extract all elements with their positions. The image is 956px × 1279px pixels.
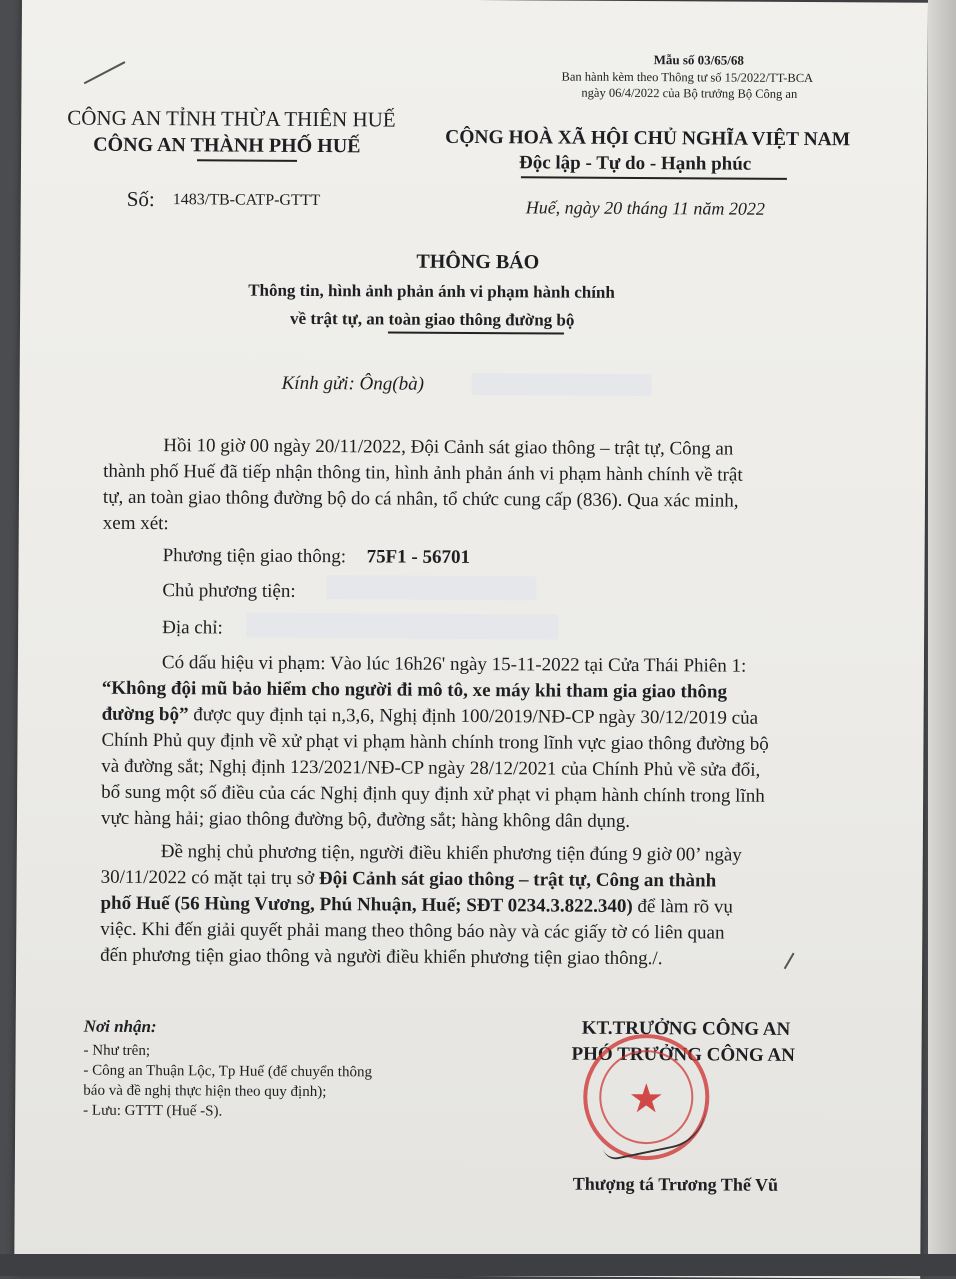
signer-name: Thượng tá Trương Thế Vũ <box>572 1173 779 1195</box>
body-p2-violation-1: “Không đội mũ bảo hiểm cho người đi mô tô, xe máy khi tham gia giao thông <box>101 677 728 703</box>
signature-line1: KT.TRƯỞNG CÔNG AN <box>581 1017 791 1040</box>
seal-star-icon: ★ <box>628 1075 665 1123</box>
body-p3-line4: việc. Khi đến giải quyết phải mang theo thông báo này và các giấy tờ có liên quan <box>100 918 725 944</box>
form-issued-line2: ngày 06/4/2022 của Bộ trưởng Bộ Công an <box>581 85 798 101</box>
recipient-label: Kính gửi: Ông(bà) <box>281 372 425 395</box>
paper-edge-right <box>928 0 956 1276</box>
redacted-address <box>246 613 558 640</box>
desk-bottom <box>0 1254 956 1276</box>
body-p3-line3-a: phố Huế (56 Hùng Vương, Phú Nhuận, Huế; SĐT 0234.3.822.340) <box>100 892 633 917</box>
body-p2-line7: vực hàng hải; giao thông đường bộ, đường sắt; hàng không dân dụng. <box>100 807 631 832</box>
document-number: 1483/TB-CATP-GTTT <box>172 191 321 210</box>
owner-label: Chủ phương tiện: <box>162 580 296 602</box>
body-p1-line1: Hồi 10 giờ 00 ngày 20/11/2022, Đội Cảnh sát giao thông – trật tự, Công an <box>163 435 734 460</box>
body-p3-line2 <box>101 868 717 891</box>
address-label: Địa chỉ: <box>162 617 223 639</box>
redacted-recipient <box>472 373 652 396</box>
vehicle-plate: 75F1 - 56701 <box>366 546 471 568</box>
signature-line2: PHÓ TRƯỞNG CÔNG AN <box>571 1043 795 1066</box>
issue-date: Huế, ngày 20 tháng 11 năm 2022 <box>525 197 765 219</box>
body-p1-line2: thành phố Huế đã tiếp nhận thông tin, hình ảnh phản ánh vi phạm hành chính về trật <box>103 460 743 486</box>
notice-title: THÔNG BÁO <box>416 250 540 274</box>
subtitle-underline <box>388 331 564 334</box>
body-p1-line3: tự, an toàn giao thông đường bộ do cá nhân, tổ chức cung cấp (836). Qua xác minh, <box>102 486 739 512</box>
body-p2-line1: Có dấu hiệu vi phạm: Vào lúc 16h26' ngày 15-11-2022 tại Cửa Thái Phiên 1: <box>161 652 747 677</box>
body-p2-line3 <box>102 705 759 728</box>
body-p3-line2-a: 30/11/2022 có mặt tại trụ sở <box>100 866 320 890</box>
body-p2-line5: và đường sắt; Nghị định 123/2021/NĐ-CP ngày 28/12/2021 của Chính Phủ về sửa đổi, <box>101 755 761 781</box>
nation-title: CỘNG HOÀ XÃ HỘI CHỦ NGHĨA VIỆT NAM <box>445 126 851 151</box>
nation-motto: Độc lập - Tự do - Hạnh phúc <box>518 152 752 175</box>
agency-line2: CÔNG AN THÀNH PHỐ HUẾ <box>93 133 361 158</box>
body-p3-line3 <box>100 894 733 917</box>
agency-line1: CÔNG AN TỈNH THỪA THIÊN HUẾ <box>67 105 396 132</box>
form-issued-line1: Ban hành kèm theo Thông tư số 15/2022/TT-BCA <box>561 69 814 86</box>
body-p3-line5: đến phương tiện giao thông và người điều khiển phương tiện giao thông./. <box>100 944 663 970</box>
recipient-item-4: - Lưu: GTTT (Huế -S). <box>83 1102 223 1120</box>
recipient-item-1: - Như trên; <box>83 1042 151 1060</box>
body-p2-line3-rest: được quy định tại n,3,6, Nghị định 100/2019/NĐ-CP ngày 30/12/2019 của <box>188 704 759 729</box>
form-code: Mẫu số 03/65/68 <box>653 52 744 68</box>
motto-underline <box>521 176 787 179</box>
notice-subtitle-2: về trật tự, an toàn giao thông đường bộ <box>289 308 575 330</box>
pen-mark <box>84 61 126 84</box>
vehicle-label: Phương tiện giao thông: <box>162 545 347 568</box>
notice-subtitle-1: Thông tin, hình ảnh phản ánh vi phạm hành chính <box>248 280 615 302</box>
body-p3-line1: Đề nghị chủ phương tiện, người điều khiển phương tiện đúng 9 giờ 00’ ngày <box>160 841 742 866</box>
body-p3-line2-b: Đội Cảnh sát giao thông – trật tự, Công an thành <box>318 868 717 892</box>
document-page <box>14 0 928 1279</box>
body-p1-line4: xem xét: <box>102 512 169 535</box>
body-p3-line3-b: để làm rõ vụ <box>632 895 734 918</box>
pen-tick <box>784 953 795 970</box>
body-p2-line6: bổ sung một số điều của các Nghị định quy định xử phạt vi phạm hành chính trong lĩnh <box>101 781 765 807</box>
recipient-item-2: - Công an Thuận Lộc, Tp Huế (để chuyển thông <box>83 1062 373 1081</box>
document-number-label: Số: <box>126 186 155 212</box>
agency-underline <box>197 159 297 161</box>
redacted-owner <box>326 575 536 600</box>
body-p2-line4: Chính Phủ quy định về xử phạt vi phạm hành chính trong lĩnh vực giao thông đường bộ <box>101 729 769 755</box>
recipient-item-3: báo và đề nghị thực hiện theo quy định); <box>83 1082 327 1101</box>
recipients-heading: Nơi nhận: <box>83 1016 157 1037</box>
body-p2-violation-2: đường bộ” <box>101 703 189 726</box>
